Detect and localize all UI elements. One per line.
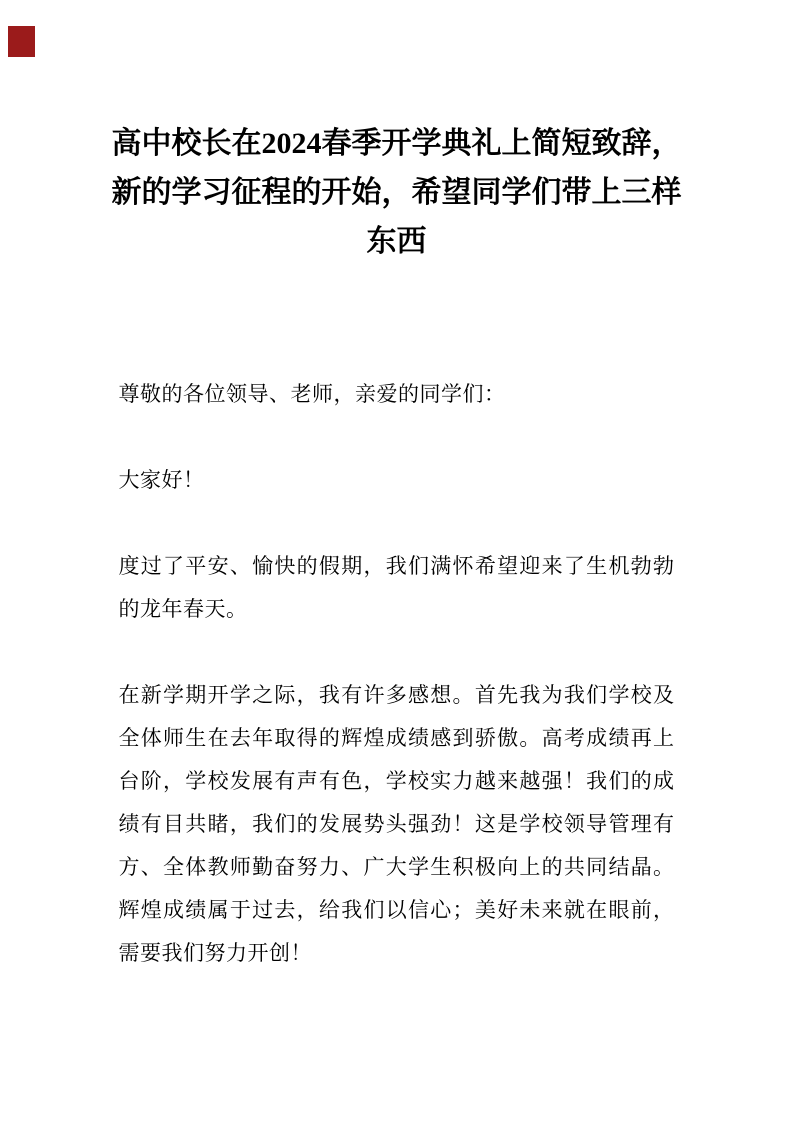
paragraph: 度过了平安、愉快的假期，我们满怀希望迎来了生机勃勃的龙年春天。 [118, 554, 675, 621]
paragraph: 在新学期开学之际，我有许多感想。首先我为我们学校及全体师生在去年取得的辉煌成绩感到骄傲。高考成绩再上台阶，学校发展有声有色，学校实力越来越强！我们的成绩有目共睹，我们的发展势头强劲！这是学校领导管理有方、全体教师勤奋努力、广大学生积极向上的共同结晶。辉煌成绩属于过去，给我们以信心；美好未来就在眼前，需要我们努力开创！ [118, 683, 675, 965]
document-title [97, 119, 697, 266]
paragraph: 大家好！ [118, 468, 205, 492]
paragraph: 尊敬的各位领导、老师，亲爱的同学们： [118, 382, 506, 406]
document-body [119, 373, 675, 975]
title-line-1: 高中校长在2024春季开学典礼上简短致辞， [111, 127, 682, 160]
title-line-2: 新的学习征程的开始，希望同学们带上三样 [111, 176, 682, 209]
red-stamp [8, 26, 35, 57]
title-line-3: 东西 [366, 225, 427, 258]
